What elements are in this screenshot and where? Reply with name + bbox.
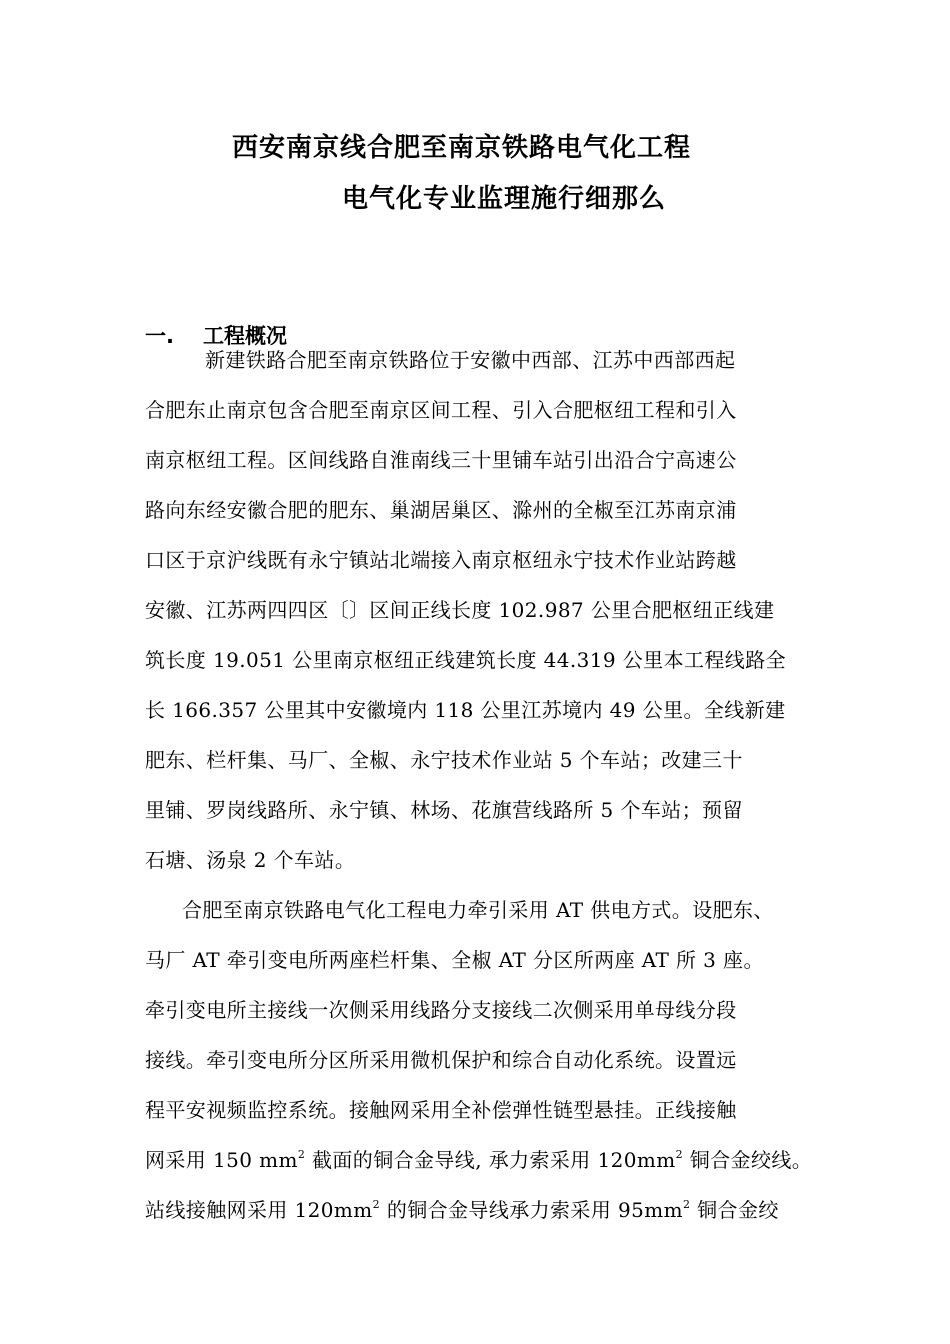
superscript: 2	[682, 1198, 691, 1211]
paragraph-line-with-superscript	[145, 1147, 812, 1173]
text-run: 截面的铜合金导线, 承力索采用 120mm	[305, 1148, 676, 1172]
text-run: 铜合金绞	[690, 1198, 779, 1222]
text-run: 站线接触网采用 120mm	[145, 1198, 373, 1222]
section-heading	[145, 322, 287, 350]
paragraph-line: 肥东、栏杆集、马厂、全椒、永宁技术作业站 5 个车站；改建三十	[145, 748, 743, 772]
document-title-line-1: 西安南京线合肥至南京铁路电气化工程	[232, 133, 692, 163]
paragraph-line: 南京枢纽工程。区间线路自淮南线三十里铺车站引出沿合宁高速公	[145, 448, 737, 472]
paragraph-line: 安徽、江苏两四四区〔〕区间正线长度 102.987 公里合肥枢纽正线建	[145, 598, 775, 622]
superscript: 2	[675, 1148, 683, 1161]
paragraph-line: 里铺、罗岗线路所、永宁镇、林场、花旗营线路所 5 个车站；预留	[145, 798, 743, 822]
section-number: 一.	[145, 324, 174, 348]
paragraph-line: 马厂 AT 牵引变电所两座栏杆集、全椒 AT 分区所两座 AT 所 3 座。	[145, 948, 764, 972]
paragraph-line: 程平安视频监控系统。接触网采用全补偿弹性链型悬挂。正线接触	[145, 1098, 737, 1122]
paragraph-line: 石塘、汤泉 2 个车站。	[145, 848, 356, 872]
paragraph-line: 合肥至南京铁路电气化工程电力牵引采用 AT 供电方式。设肥东、	[182, 898, 774, 922]
paragraph-line: 路向东经安徽合肥的肥东、巢湖居巢区、滁州的全椒至江苏南京浦	[145, 498, 737, 522]
paragraph-line: 接线。牵引变电所分区所采用微机保护和综合自动化系统。设置远	[145, 1048, 737, 1072]
paragraph-line: 合肥东止南京包含合肥至南京区间工程、引入合肥枢纽工程和引入	[145, 398, 737, 422]
paragraph-line: 牵引变电所主接线一次侧采用线路分支接线二次侧采用单母线分段	[145, 998, 737, 1022]
section-title: 工程概况	[203, 324, 287, 348]
paragraph-line: 口区于京沪线既有永宁镇站北端接入南京枢纽永宁技术作业站跨越	[145, 548, 737, 572]
superscript: 2	[297, 1148, 306, 1161]
text-run: 铜合金绞线。	[682, 1148, 813, 1172]
paragraph-line: 长 166.357 公里其中安徽境内 118 公里江苏境内 49 公里。全线新建	[145, 698, 786, 722]
text-run: 的铜合金导线承力索采用 95mm	[380, 1198, 683, 1222]
paragraph-line: 筑长度 19.051 公里南京枢纽正线建筑长度 44.319 公里本工程线路全	[145, 648, 786, 672]
text-run: 网采用 150 mm	[145, 1148, 298, 1172]
document-title-line-2: 电气化专业监理施行细那么	[342, 184, 667, 214]
paragraph-line: 新建铁路合肥至南京铁路位于安徽中西部、江苏中西部西起	[205, 348, 736, 372]
superscript: 2	[372, 1198, 381, 1211]
paragraph-line-with-superscript	[145, 1197, 779, 1223]
